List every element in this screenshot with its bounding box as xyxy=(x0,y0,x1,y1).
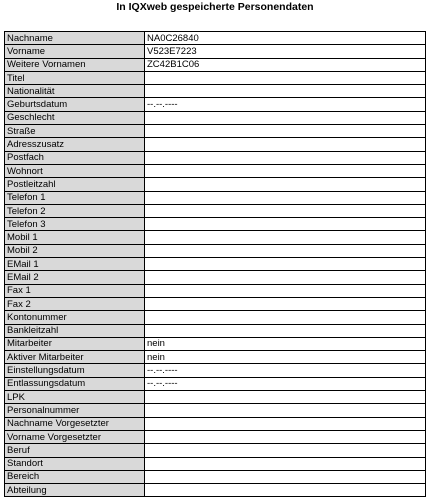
field-value xyxy=(145,218,426,231)
field-label: LPK xyxy=(5,391,145,404)
field-value: --.--.---- xyxy=(145,364,426,377)
table-row xyxy=(5,377,426,390)
table-row xyxy=(5,324,426,337)
field-value xyxy=(145,138,426,151)
field-value: --.--.---- xyxy=(145,377,426,390)
person-data-table xyxy=(4,31,426,497)
field-label: Kontonummer xyxy=(5,311,145,324)
field-value: V523E7223 xyxy=(145,45,426,58)
table-row xyxy=(5,191,426,204)
field-label: Postleitzahl xyxy=(5,178,145,191)
table-row xyxy=(5,470,426,483)
table-row xyxy=(5,125,426,138)
table-row xyxy=(5,58,426,71)
field-label: Standort xyxy=(5,457,145,470)
table-row xyxy=(5,111,426,124)
field-value xyxy=(145,258,426,271)
table-row xyxy=(5,231,426,244)
table-row xyxy=(5,244,426,257)
field-label: Wohnort xyxy=(5,164,145,177)
field-value xyxy=(145,71,426,84)
field-value xyxy=(145,417,426,430)
field-label: Bankleitzahl xyxy=(5,324,145,337)
field-value xyxy=(145,85,426,98)
table-row xyxy=(5,417,426,430)
table-row xyxy=(5,85,426,98)
field-value xyxy=(145,391,426,404)
field-label: Aktiver Mitarbeiter xyxy=(5,351,145,364)
field-value xyxy=(145,111,426,124)
field-label: Postfach xyxy=(5,151,145,164)
field-value xyxy=(145,444,426,457)
table-row xyxy=(5,32,426,45)
field-label: Abteilung xyxy=(5,484,145,497)
field-value: ZC42B1C06 xyxy=(145,58,426,71)
table-row xyxy=(5,364,426,377)
field-value xyxy=(145,204,426,217)
field-label: Geschlecht xyxy=(5,111,145,124)
field-label: Vorname Vorgesetzter xyxy=(5,430,145,443)
field-value xyxy=(145,297,426,310)
table-row xyxy=(5,337,426,350)
table-row xyxy=(5,430,426,443)
field-value xyxy=(145,125,426,138)
table-row xyxy=(5,138,426,151)
field-value xyxy=(145,284,426,297)
table-row xyxy=(5,284,426,297)
field-label: Bereich xyxy=(5,470,145,483)
field-value xyxy=(145,470,426,483)
field-value xyxy=(145,178,426,191)
field-label: Vorname xyxy=(5,45,145,58)
table-row xyxy=(5,178,426,191)
field-value: NA0C26840 xyxy=(145,32,426,45)
table-row xyxy=(5,71,426,84)
table-row xyxy=(5,484,426,497)
field-value xyxy=(145,430,426,443)
field-label: Mobil 2 xyxy=(5,244,145,257)
field-value xyxy=(145,244,426,257)
field-label: Titel xyxy=(5,71,145,84)
table-row xyxy=(5,457,426,470)
table-row xyxy=(5,258,426,271)
field-value xyxy=(145,311,426,324)
table-row xyxy=(5,218,426,231)
field-label: Weitere Vornamen xyxy=(5,58,145,71)
table-row xyxy=(5,351,426,364)
field-value: nein xyxy=(145,337,426,350)
table-row xyxy=(5,444,426,457)
table-row xyxy=(5,164,426,177)
field-value xyxy=(145,484,426,497)
field-value xyxy=(145,164,426,177)
field-value xyxy=(145,191,426,204)
field-label: Fax 1 xyxy=(5,284,145,297)
field-label: Telefon 3 xyxy=(5,218,145,231)
field-label: Geburtsdatum xyxy=(5,98,145,111)
field-label: Nachname Vorgesetzter xyxy=(5,417,145,430)
table-row xyxy=(5,98,426,111)
field-value: nein xyxy=(145,351,426,364)
page-title: In IQXweb gespeicherte Personendaten xyxy=(116,1,314,13)
field-value xyxy=(145,404,426,417)
field-label: Nationalität xyxy=(5,85,145,98)
field-label: Personalnummer xyxy=(5,404,145,417)
table-row xyxy=(5,204,426,217)
field-value: --.--.---- xyxy=(145,98,426,111)
field-label: Telefon 2 xyxy=(5,204,145,217)
table-row xyxy=(5,45,426,58)
table-row xyxy=(5,404,426,417)
field-value xyxy=(145,231,426,244)
field-label: EMail 2 xyxy=(5,271,145,284)
field-value xyxy=(145,324,426,337)
field-label: Fax 2 xyxy=(5,297,145,310)
table-row xyxy=(5,297,426,310)
table-row xyxy=(5,271,426,284)
field-label: Nachname xyxy=(5,32,145,45)
field-label: Einstellungsdatum xyxy=(5,364,145,377)
field-value xyxy=(145,271,426,284)
field-label: Adresszusatz xyxy=(5,138,145,151)
field-label: Straße xyxy=(5,125,145,138)
field-label: Telefon 1 xyxy=(5,191,145,204)
field-label: Entlassungsdatum xyxy=(5,377,145,390)
field-value xyxy=(145,151,426,164)
table-row xyxy=(5,391,426,404)
field-value xyxy=(145,457,426,470)
table-row xyxy=(5,311,426,324)
field-label: Mobil 1 xyxy=(5,231,145,244)
table-row xyxy=(5,151,426,164)
field-label: Mitarbeiter xyxy=(5,337,145,350)
field-label: EMail 1 xyxy=(5,258,145,271)
field-label: Beruf xyxy=(5,444,145,457)
